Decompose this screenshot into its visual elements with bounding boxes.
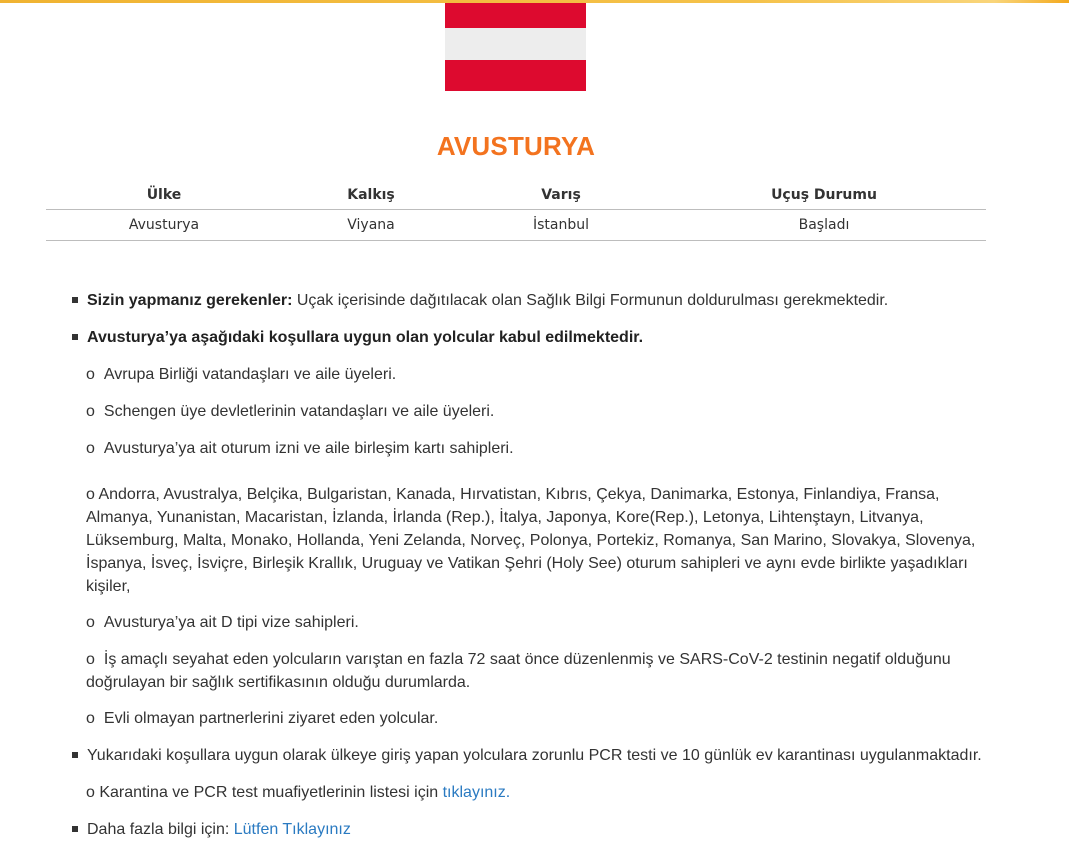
more-info-link[interactable]: Lütfen Tıklayınız [233,821,351,838]
country-title: AVUSTURYA [436,131,596,161]
austria-flag-image [445,3,586,91]
sub-bullet-marker: o [86,614,95,631]
flight-info-table [46,180,986,241]
cell-arrival: İstanbul [460,210,662,241]
sub-item-text: Evli olmayan partnerlerini ziyaret eden yolcular. [103,710,439,727]
square-bullet-icon [72,826,78,832]
sub-item-residence-permit [72,437,992,460]
sub-item-partners [72,707,992,730]
requirements-content [72,286,992,841]
bullet-more-info [72,818,992,841]
flag-stripe-middle [445,28,586,60]
sub-bullet-marker: o [86,710,95,727]
cell-flight-status: Başladı [662,210,986,241]
sub-bullet-marker: o [86,366,95,383]
sub-item-text: Avusturya’ya ait D tipi vize sahipleri. [103,614,359,631]
header-country: Ülke [46,180,282,210]
header-departure: Kalkış [282,180,460,210]
bullet-text: Daha fazla bilgi için: [87,821,234,838]
table-header-row [46,180,986,210]
cell-country: Avusturya [46,210,282,241]
bullet-what-to-do [72,289,992,312]
sub-item-schengen [72,400,992,423]
bullet-text: Yukarıdaki koşullara uygun olarak ülkeye giriş yapan yolculara zorunlu PCR testi ve 10 günlük ev karantinası uygulanmaktadır. [87,747,982,764]
sub-item-text: İş amaçlı seyahat eden yolcuların varıştan en fazla 72 saat önce düzenlenmiş ve SARS-CoV-2 testinin negatif olduğunu doğrulayan bir sağlık sertifikasının olduğu durumlarda. [86,651,951,691]
cell-departure: Viyana [282,210,460,241]
sub-item-country-list: o Andorra, Avustralya, Belçika, Bulgaristan, Kanada, Hırvatistan, Kıbrıs, Çekya, Danimarka, Estonya, Finlandiya, Fransa, Almanya, Yunanistan, Macaristan, İzlanda, İrlanda (Rep.), İtalya, Japonya, Kore(Rep.), Letonya, Lihtenştayn, Litvanya, Lüksemburg, Malta, Monako, Hollanda, Yeni Zelanda, Norveç, Polonya, Portekiz, Romanya, San Marino, Slovakya, Slovenya, İspanya, İsveç, İsviçre, Birleşik Krallık, Uruguay ve Vatikan Şehri (Holy See) oturum sahipleri ve aynı evde birlikte yaşadıkları kişiler, [86,486,976,595]
bullet-quarantine [72,744,992,767]
sub-item-d-visa [72,611,992,634]
sub-item-text: Avusturya’ya ait oturum izni ve aile birleşim kartı sahipleri. [103,440,514,457]
bullet-bold-label: Avusturya’ya aşağıdaki koşullara uygun olan yolcular kabul edilmektedir. [87,329,644,346]
bullet-bold-label: Sizin yapmanız gerekenler: [87,292,293,309]
table-row [46,210,986,241]
square-bullet-icon [72,334,78,340]
sub-item-text: Schengen üye devletlerinin vatandaşları ve aile üyeleri. [103,403,495,420]
flag-stripe-top [445,3,586,28]
sub-item-exemptions [72,781,992,804]
sub-item-text: Avrupa Birliği vatandaşları ve aile üyeleri. [103,366,397,383]
sub-item-business-travel [72,648,992,694]
header-arrival: Varış [460,180,662,210]
exemptions-link[interactable]: tıklayınız. [442,784,511,801]
square-bullet-icon [72,752,78,758]
square-bullet-icon [72,297,78,303]
bullet-accepted-passengers [72,326,992,349]
sub-item-eu-citizens [72,363,992,386]
sub-item-text: o Karantina ve PCR test muafiyetlerinin listesi için [86,784,443,801]
header-flight-status: Uçuş Durumu [662,180,986,210]
sub-bullet-marker: o [86,651,95,668]
flag-stripe-bottom [445,60,586,91]
sub-bullet-marker: o [86,440,95,457]
bullet-text: Uçak içerisinde dağıtılacak olan Sağlık Bilgi Formunun doldurulması gerekmektedir. [292,292,889,309]
sub-bullet-marker: o [86,403,95,420]
